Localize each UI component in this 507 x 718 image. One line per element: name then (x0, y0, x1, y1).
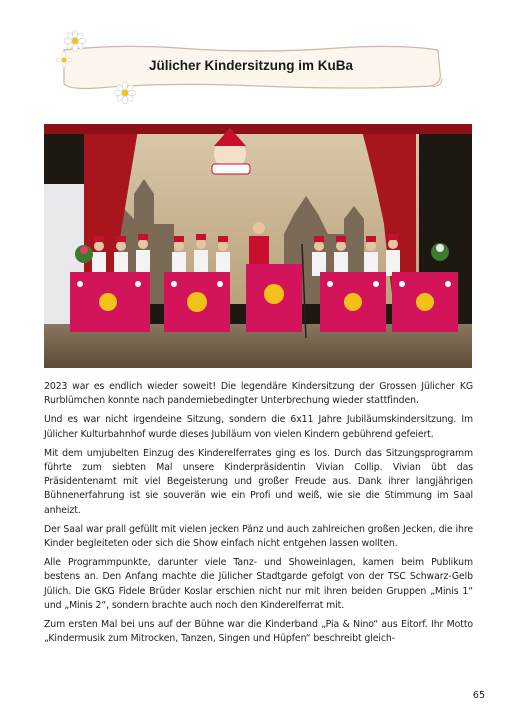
paragraph: Der Saal war prall gefüllt mit vielen jecken Pänz und auch zahlreichen großen Jecken, die ihre Kinder begleiteten oder sich die Show einfach nicht entgehen lassen wollten. (44, 523, 473, 550)
paragraph: Zum ersten Mal bei uns auf der Bühne war die Kinderband „Pia & Nino“ aus Eitorf. Ihr Motto „Kindermusik zum Mitrocken, Tanzen, Singen und Hüpfen“ beschreibt gleich- (44, 619, 473, 645)
stage-photo (44, 124, 472, 368)
paragraph: 2023 war es endlich wieder soweit! Die legendäre Kindersitzung der Grossen Jülicher KG Rurblümchen konnte nach pandemiebedingter Unterbrechung wieder stattfinden. (44, 381, 473, 407)
daisy-icon (64, 30, 86, 52)
paragraph: Alle Programmpunkte, darunter viele Tanz- und Showeinlagen, kamen beim Publikum bestens an. Den Anfang machte die Jülicher Stadtgarde gefolgt von der TSC Schwarz-Gelb Jülich. Die GKG Fidele Brüder Koslar erschien nicht nur mit ihren beiden Gruppen „Minis 1“ und „Minis 2“, sondern brachte auch noch den Kinderelferrat mit. (44, 557, 473, 611)
page-number: 65 (472, 690, 485, 701)
article-body (44, 380, 473, 651)
daisy-bottom-icon (114, 82, 136, 104)
paragraph: Mit dem umjubelten Einzug des Kinderelferrates ging es los. Durch das Sitzungsprogramm führte zum siebten Mal unsere Kinderpräsidentin Vivian Collip. Vivian übt das Präsidentenamt mit viel Begeisterung und großer Freude aus. Dank ihrer langjährigen Bühnenerfahrung ist sie souverän wie ein Profi und weiß, wie sie die Stimmung im Saal anheizt. (44, 447, 473, 516)
page-title: Jülicher Kindersitzung im KuBa (148, 58, 354, 73)
daisy-small-icon (56, 52, 72, 68)
paragraph: Und es war nicht irgendeine Sitzung, sondern die 6x11 Jahre Jubiläumskindersitzung. Im Jülicher Kulturbahnhof wurde dieses Jubiläum von vielen Kindern gebührend gefeiert. (44, 414, 473, 440)
